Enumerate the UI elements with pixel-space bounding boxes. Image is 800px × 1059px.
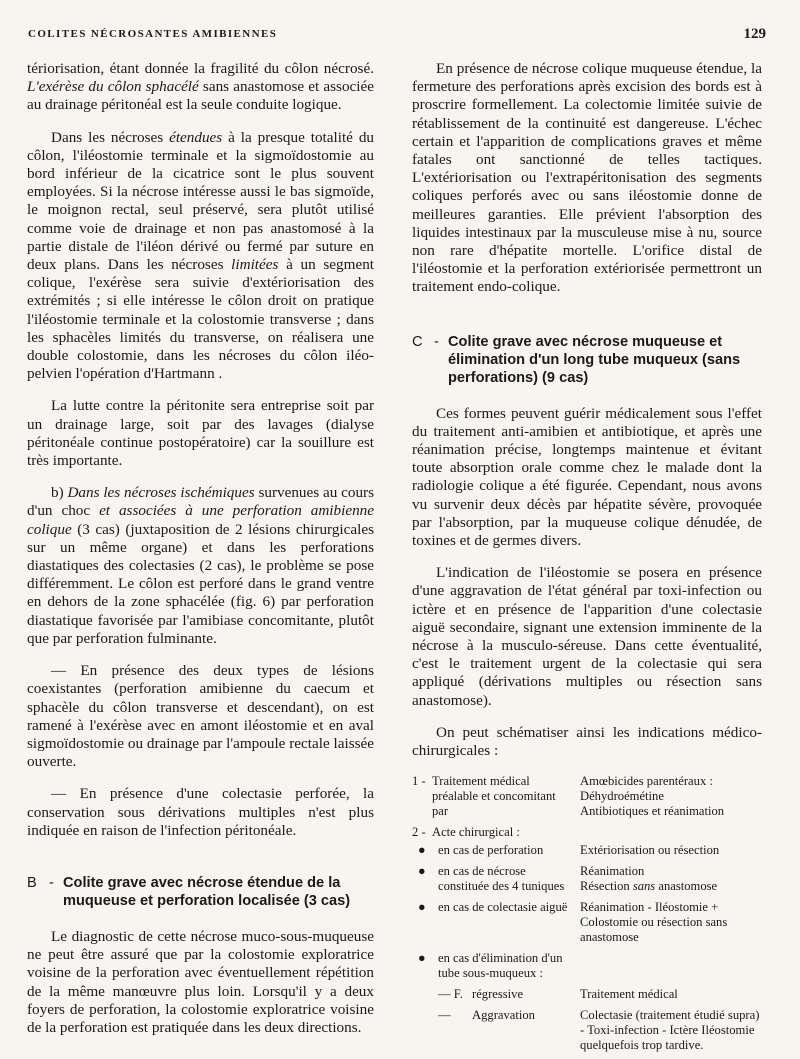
bullet-icon: ● xyxy=(418,843,426,858)
row-value: Extériorisation ou résection xyxy=(580,843,720,858)
bullet-icon: ● xyxy=(418,951,426,966)
section-dash: - xyxy=(49,874,54,891)
row-label: régressive xyxy=(472,987,524,1002)
section-title: Colite grave avec nécrose muqueuse et élimination d'un long tube muqueux (sans perforations) (9 cas) xyxy=(448,333,741,386)
row-label: Acte chirurgical : xyxy=(432,825,520,840)
row-label: Traitement médical préalable et concomitant par xyxy=(432,774,556,819)
paragraph: L'indication de l'iléostomie se posera en présence d'une aggravation de l'état général par toxi-infection ou ictère et en présence de l'apparition d'une colectasie aiguë secondaire, signant une extension imminente de la nécrose à la musculo-séreuse. Dans cette éventualité, c'est le traitement urgent de la colectasie qui sera appliqué (dérivations multiples ou résection sans anastomose). xyxy=(412,564,762,709)
page-number: 129 xyxy=(743,26,766,42)
table-row xyxy=(412,1008,762,1053)
row-value: Colectasie (traitement étudié supra) - Toxi-infection - Ictère Iléostomie quelquefois trop tardive. xyxy=(580,1008,760,1053)
table-row xyxy=(412,900,762,945)
row-label: en cas d'élimination d'un tube sous-muqueux : xyxy=(438,951,563,981)
paragraph: En présence de nécrose colique muqueuse étendue, la fermeture des perforations après excision des bords est à proscrire formellement. La colectomie limitée suivie de rétablissement de la continuité est dangereuse. L'échec certain et l'apparition de complications graves et même fatales ont sanctionné de telles tactiques. L'extériorisation ou l'extrapéritonisation des segments coliques perforés avec ou sans iléostomie donne de meilleures garanties. Elle prévient l'absorption des liquides intestinaux par la musculeuse mise à nu, source non rare d'hépatite mortelle. L'orifice distal de l'iléostomie et la perforation extériorisée permettront un traitement endo-colique. xyxy=(412,60,762,296)
table-row xyxy=(412,864,762,894)
paragraph: b) Dans les nécroses ischémiques survenues au cours d'un choc et associées à une perforation amibienne colique (3 cas) (juxtaposition de 2 lésions chirurgicales sur un même organe) et dans les perforations diastatiques des colectasies (2 cas), le problème se pose différemment. Le côlon est perforé dans le grand ventre en dehors de la zone sphacélée (fig. 6) par perforation diastatique favorisée par l'amibiase concomitante, plutôt que par perforation fulminante. xyxy=(27,484,375,647)
table-row xyxy=(412,951,762,981)
paragraph: On peut schématiser ainsi les indications médico-chirurgicales : xyxy=(412,723,762,760)
sub-dash: — F. xyxy=(438,987,463,1002)
row-number: 1 - xyxy=(412,774,426,789)
row-label: en cas de perforation xyxy=(438,843,544,858)
indications-table xyxy=(412,774,762,1053)
table-row xyxy=(412,774,762,819)
paragraph: Le diagnostic de cette nécrose muco-sous-muqueuse ne peut être assuré que par la colostomie exploratrice voisine de la perforation avec éventuellement répétition de la même manœuvre plus loin. Lorsqu'il y a deux foyers de perforation, la colostomie exploratrice voisine de la perforation est pratiquée dans les deux directions. xyxy=(27,927,374,1036)
right-column xyxy=(412,60,762,1059)
row-value: Amœbicides parentéraux : Déhydroémétine Antibiotiques et réanimation xyxy=(580,774,725,819)
paragraph: — En présence des deux types de lésions coexistantes (perforation amibienne du caecum et sphacèle du côlon transverse et descendant), on est ramené à l'exérèse avec en amont iléostomie et en aval sigmoïdostomie ou drainage par l'ampoule rectale laissée ouverte. xyxy=(27,662,374,771)
section-letter: C xyxy=(412,333,423,350)
section-title: Colite grave avec nécrose étendue de la muqueuse et perforation localisée (3 cas) xyxy=(63,874,351,909)
table-row xyxy=(412,843,762,858)
table-row xyxy=(412,987,762,1002)
paragraph: Ces formes peuvent guérir médicalement sous l'effet du traitement anti-amibien et antibiotique, et après une réanimation précise, longtemps maintenue et évitant toute absorption orale comme chez le malade dont la radiologie colique a été figurée. Cependant, nous avons vu survenir deux décès par hépatite sévère, provoquée par l'absorption, par la muqueuse colique dénudée, de toxines et de germes divers. xyxy=(412,404,762,550)
bullet-icon: ● xyxy=(418,900,426,915)
row-label: en cas de nécrose constituée des 4 tuniques xyxy=(438,864,565,894)
paragraph: La lutte contre la péritonite sera entreprise soit par un drainage large, soit par des lavages (dialyse péritonéale continue postopératoire) car la souillure est très importante. xyxy=(27,397,374,470)
paragraph: tériorisation, étant donnée la fragilité du côlon nécrosé. L'exérèse du côlon sphacélé sans anastomose et associée au drainage péritonéal est la seule conduite logique. xyxy=(27,60,374,114)
section-heading-c xyxy=(412,333,762,387)
row-value: Réanimation Résection sans anastomose xyxy=(580,864,718,894)
paragraph: Dans les nécroses étendues à la presque totalité du côlon, l'iléostomie terminale et la sigmoïdostomie au bord inférieur de la cicatrice sont le plus souvent employées. Si la nécrose intéresse aussi le bas sigmoïde, le moignon rectal, seul préservé, sera plutôt utilisé comme voie de drainage et non pas anastomosé à la partie distale de l'iléon dérivé ou fermé par suture en deux plans. Dans les nécroses limitées à un segment colique, l'exérèse sera suivie d'extériorisation des extrémités ; si elle intéresse le côlon droit on pratique l'iléostomie terminale et la colostomie transverse ; dans les sphacèles limités du transverse, on réalisera une double colostomie, dans les nécroses du côlon iléo-pelvien l'opération d'Hartmann . xyxy=(27,128,375,383)
section-heading-b xyxy=(27,874,374,910)
sub-dash: — xyxy=(438,1008,451,1023)
bullet-icon: ● xyxy=(418,864,426,879)
row-value: Réanimation - Iléostomie + Colostomie ou résection sans anastomose xyxy=(580,900,728,945)
left-column xyxy=(27,60,374,1051)
paragraph: — En présence d'une colectasie perforée, la conservation sous dérivations multiples n'est plus indiquée en raison de l'infection péritonéale. xyxy=(27,785,374,839)
row-value: Traitement médical xyxy=(580,987,678,1002)
section-dash: - xyxy=(434,333,439,350)
row-label: Aggravation xyxy=(472,1008,535,1023)
running-title: COLITES NÉCROSANTES AMIBIENNES xyxy=(28,28,278,40)
row-label: en cas de colectasie aiguë xyxy=(438,900,568,915)
table-row xyxy=(412,825,762,840)
row-number: 2 - xyxy=(412,825,426,840)
section-letter: B xyxy=(27,874,37,891)
